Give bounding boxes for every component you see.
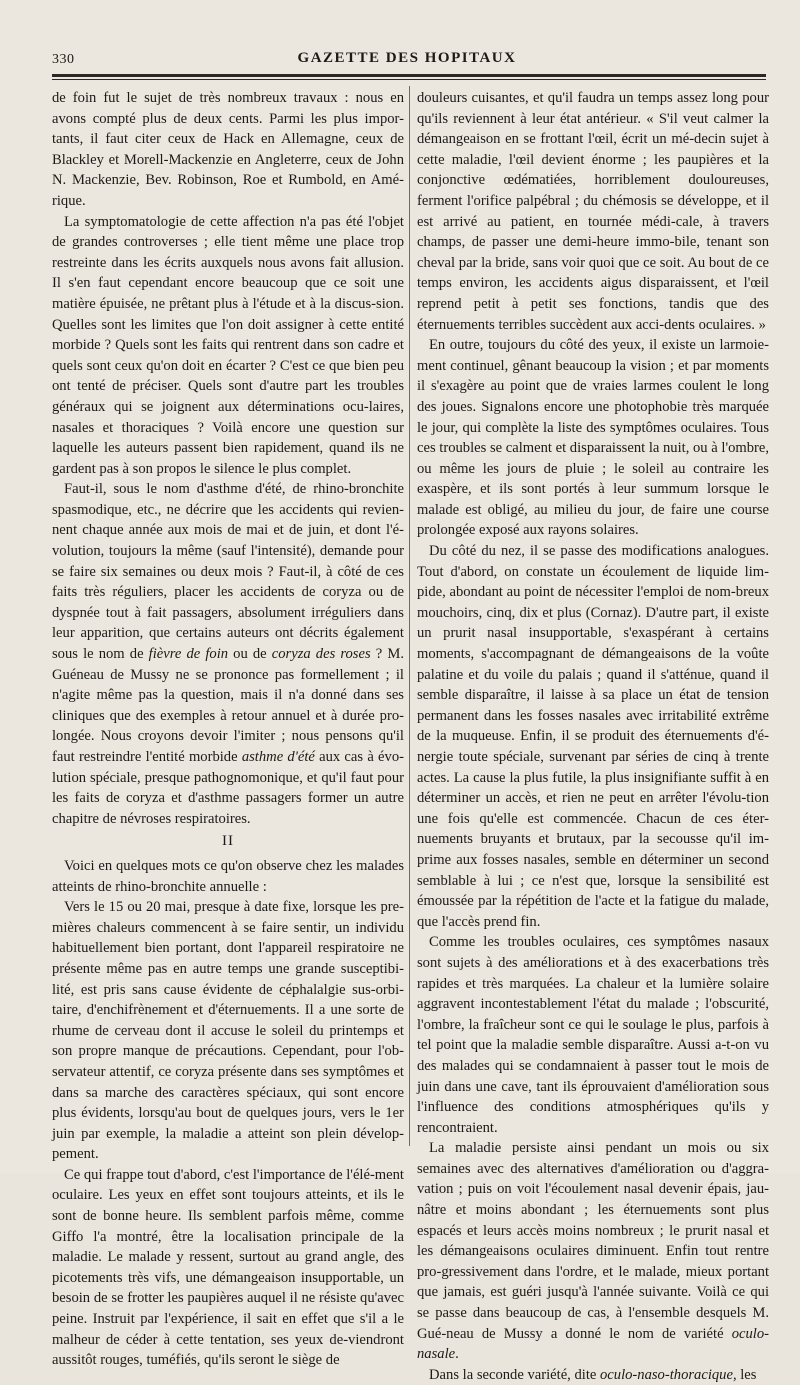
paragraph: En outre, toujours du côté des yeux, il existe un larmoie-ment continuel, gênant beaucoup la vision ; et par moments il s'exagère au point que de vraies larmes coulent le long des joues. Signalons encore une photophobie très marquée le jour, qui complète la liste des symptômes oculaires. Tous ces troubles se calment et disparaissent la nuit, ou à l'ombre, ou même les jours de pluie ; le soleil au contraire les exaspère, et ils sont portés à leur summum lorsque le malade est obligé, au milieu du jour, de faire une course prolongée exposé aux rayons solaires. <box>417 337 769 539</box>
paragraph <box>52 479 404 829</box>
paragraph: Comme les troubles oculaires, ces symptômes nasaux sont sujets à des améliorations et à des exacerbations très rapides et très marquées. La chaleur et la lumière solaire aggravent incontestablement l'état du malade ; l'obscurité, l'ombre, la fraîcheur sont ce qui le soulage le plus, parfois à tel point que la maladie semble disparaître. Aussi a-t-on vu des malades qui se condamnaient à passer tout le mois de juin dans une cave, tant ils éprouvaient d'amélioration sous l'influence des conditions atmosphériques qu'ils y rencontraient. <box>417 934 769 1136</box>
paragraph <box>417 1365 769 1385</box>
page-number: 330 <box>52 52 75 67</box>
text-run: ? M. Guéneau de Mussy ne se prononce pas formellement ; il n'agite même pas la question, mais il n'a donné dans ses cliniques que des exemples à retour annuel et à durée pro-longée. Nous croyons devoir l'imiter ; nous pensons qu'il faut restreindre l'entité morbide <box>52 646 404 765</box>
section-number: II <box>222 833 234 850</box>
text-run: juin par exemple, la maladie a atteint son plein dévelop-pement. <box>52 1125 404 1163</box>
column-divider <box>409 86 410 1146</box>
paragraph: de foin fut le sujet de très nombreux travaux : nous en avons compté plus de deux cents. Parmi les plus impor-tants, il faut citer ceux de Hack en Allemagne, ceux de Blackley et Morell-Mackenzie en Angleterre, ceux de John N. Mackenzie, Bev. Robinson, Roe et Rumbold, en Amé-rique. <box>52 90 404 209</box>
left-column <box>52 88 404 1371</box>
right-column <box>417 88 769 1385</box>
italic-term: fièvre de foin <box>148 646 229 663</box>
italic-term: coryza des roses <box>271 646 371 663</box>
page-header <box>52 50 762 72</box>
italic-term: oculo-naso-thoracique <box>600 1366 733 1383</box>
text-run: ou de <box>228 646 272 663</box>
italic-term: oculo-nasale <box>417 1325 769 1363</box>
journal-title: GAZETTE DES HOPITAUX <box>297 50 517 66</box>
text-run: 1er <box>385 1105 404 1122</box>
paragraph <box>417 1138 769 1365</box>
text-run: aux cas à évo-lution spéciale, presque pathognomonique, et qu'il faut pour les faits de coryza et d'asthme passagers former un autre chapitre de névroses respiratoires. <box>52 749 404 827</box>
paragraph: douleurs cuisantes, et qu'il faudra un temps assez long pour qu'ils reviennent à leur état antérieur. « S'il veut calmer la démangeaison en se frottant l'œil, écrit un mé-decin sujet à cette maladie, l'œil devient énorme ; les paupières et la conjonctive œdématiées, horriblement douloureuses, ferment l'orifice palpébral ; du chémosis se développe, et il est arrivé au patient, en tournée médi-cale, à travers champs, de passer une demi-heure immo-bile, tenant son cheval par la bride, sans voir quoi que ce soit. Au bout de ce temps environ, les accidents aigus disparaissent, et l'œil reprend petit à petit ses fonctions, tandis que des éternuements terribles succèdent aux acci-dents oculaires. » <box>417 90 769 333</box>
text-run: Vers le 15 ou 20 mai, presque à date fixe, lorsque les pre-mières chaleurs commencent à se faire sentir, un individu habituellement bien portant, dont l'appareil respiratoire ne présente même pas en autre temps une grande susceptibi-lité, est pris sans cause évidente de céphalalgie sus-orbi-taire, d'enchifrènement et d'éternuements. Il a une sorte de rhume de cerveau dont il accuse le soleil du printemps et son propre manque de précautions. Cependant, pour l'ob-servateur attentif, ce coryza présente dans ses symptômes et dans sa marche des caractères spéciaux, qui sont encore plus évidents, lorsqu'au bout de quelques jours, vers le <box>52 899 404 1122</box>
text-run: Dans la seconde variété, dite <box>429 1366 600 1383</box>
text-run: . <box>455 1346 459 1363</box>
text-run: , les <box>732 1366 757 1383</box>
paragraph: Ce qui frappe tout d'abord, c'est l'importance de l'élé-ment oculaire. Les yeux en effet sont toujours atteints, et ils le sont de bonne heure. Ils semblent parfois même, comme Giffo l'a montré, être la localisation principale de la maladie. Le malade y ressent, surtout au grand angle, des picotements très vifs, une démangeaison insupportable, un besoin de se frotter les paupières auquel il ne résiste qu'avec peine. Instruit par l'expérience, il sait en effet que s'il a le malheur de céder à cette tentation, ses yeux de-viendront aussitôt rouges, tuméfiés, qu'ils seront le siège de <box>52 1166 404 1369</box>
header-rule-thick <box>52 74 766 77</box>
paragraph <box>52 897 404 1165</box>
header-rule-thin <box>52 79 766 80</box>
paragraph: Du côté du nez, il se passe des modifications analogues. Tout d'abord, on constate un écoulement de liquide lim-pide, abondant au point de nécessiter l'emploi de nom-breux mouchoirs, cinq, dix et plus (Cornaz). D'autre part, il existe un prurit nasal insupportable, s'exaspérant à certains moments, s'accompagnant de démangeaisons de la voûte palatine et du voile du palais ; quand il s'atténue, quand il semble disparaître, il laisse à sa place un état de tension permanent dans les fosses nasales avec irritabilité extrême de la muqueuse. Enfin, il se produit des éternuements d'é-nergie toute spéciale, survenant par séries de cinq à trente actes. La cause la plus futile, la plus insignifiante suffit à en déterminer un accès, et rien ne peut en arrêter l'évolu-tion une fois qu'elle est commencée. Chacun de ces éter-nuements bruyants et brutaux, par la secousse qu'il im-prime aux fosses nasales, semble en déterminer un second semblable à lui ; ce n'est que, lorsque la sensibilité est émoussée par la répétition de l'acte et la fatigue du malade, que l'accès prend fin. <box>417 543 769 930</box>
text-run: Faut-il, sous le nom d'asthme d'été, de rhino-bronchite spasmodique, etc., ne décrire que les accidents qui revien-nent chaque année aux mois de mai et de juin, et dont l'é-volution, toujours la même (sauf l'intensité), demande pour se faire six semaines ou deux mois ? Faut-il, à côté de ces faits très réguliers, placer les accidents de coryza ou de dyspnée tout à fait passagers, absolument irréguliers dans leur apparition, que certains auteurs ont décrits également sous le nom de <box>52 481 404 663</box>
paragraph: La symptomatologie de cette affection n'a pas été l'objet de grandes controverses ; elle tient même une place trop restreinte dans les écrits auxquels nous avons fait allusion. Il s'en faut cependant encore beaucoup que ce soit une matière épuisée, ne prêtant plus à l'étude et à la discus-sion. Quelles sont les limites que l'on doit assigner à cette entité morbide ? Quels sont les faits qui rentrent dans son cadre et quels sont ceux qu'on doit en écarter ? C'est ce que bien peu ont tenté de préciser. Quels sont d'autre part les troubles généraux qui se joignent aux déterminations ocu-laires, nasales et thoraciques ? Voilà encore une question sur laquelle les auteurs passent bien rapidement, quand ils ne gardent pas à son propos le silence le plus complet. <box>52 213 404 477</box>
text-run: La maladie persiste ainsi pendant un mois ou six semaines avec des alternatives d'amélioration ou d'aggra-vation ; puis on voit l'écoulement nasal devenir épais, jau-nâtre et moins abondant ; les éternuements sont plus espacés et leurs accès moins nombreux ; le prurit nasal et les démangeaisons oculaires diminuent. Enfin tout rentre pro-gressivement dans l'ordre, et le malade, mieux portant que jamais, est guéri jusqu'à l'année suivante. Voilà ce qui se passe dans beaucoup de cas, à l'ensemble desquels M. Gué-neau de Mussy a donné le nom de variété <box>417 1140 769 1342</box>
paragraph: Voici en quelques mots ce qu'on observe chez les malades atteints de rhino-bronchite annuelle : <box>52 857 404 895</box>
italic-term: asthme d'été <box>241 749 315 765</box>
